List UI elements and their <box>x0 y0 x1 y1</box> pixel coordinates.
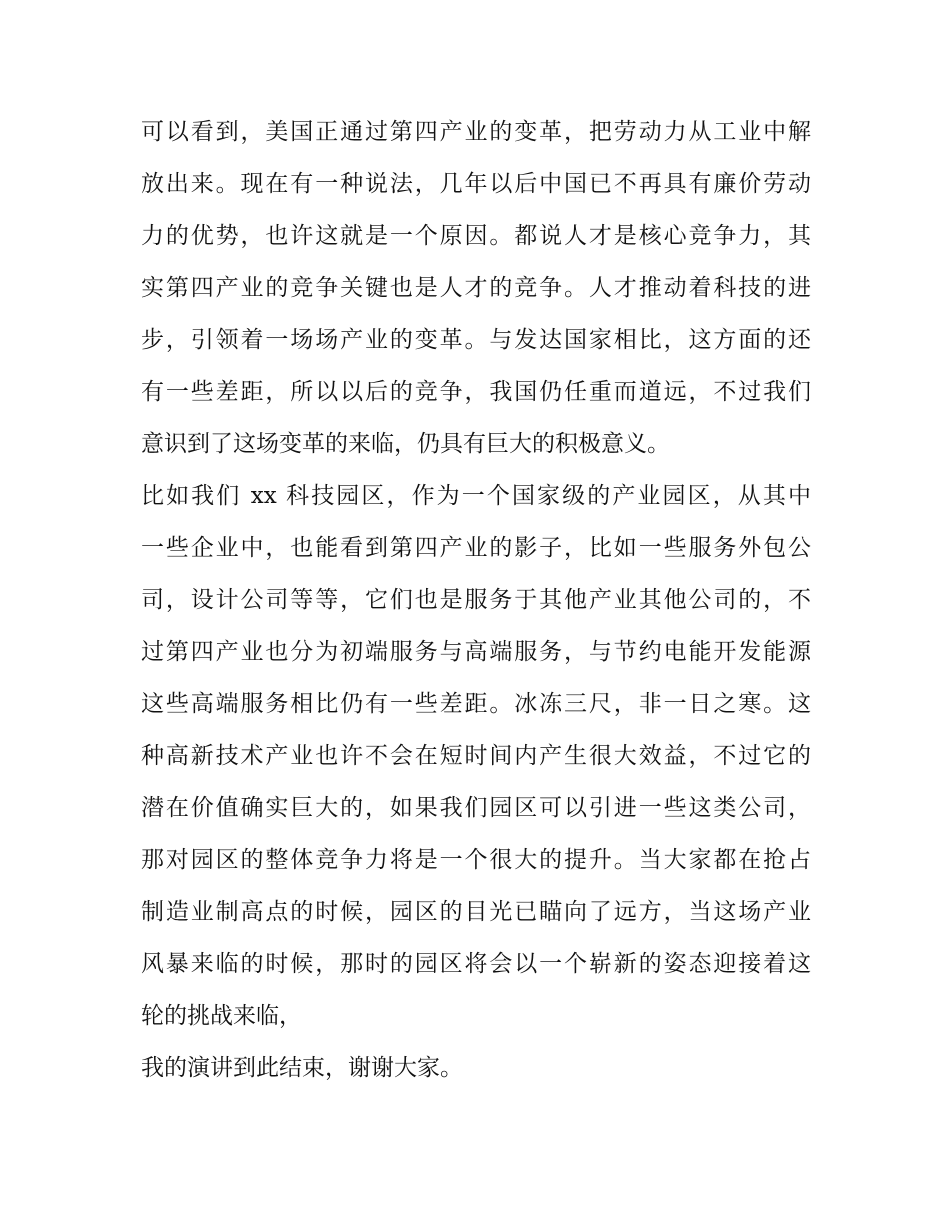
paragraph-3 <box>141 1042 811 1094</box>
text-line: 过第四产业也分为初端服务与高端服务，与节约电能开发能源 <box>141 639 811 665</box>
text-line: 轮的挑战来临， <box>141 1003 302 1029</box>
text-line: 我的演讲到此结束，谢谢大家。 <box>141 1055 463 1081</box>
text-line: 这些高端服务相比仍有一些差距。冰冻三尺，非一日之寒。这 <box>141 691 811 717</box>
text-line: 可以看到，美国正通过第四产业的变革，把劳动力从工业中解 <box>141 119 811 145</box>
paragraph-2 <box>141 470 811 1042</box>
text-line: 那对园区的整体竞争力将是一个很大的提升。当大家都在抢占 <box>141 847 811 873</box>
text-line: 制造业制高点的时候，园区的目光已瞄向了远方，当这场产业 <box>141 899 811 925</box>
text-line: 实第四产业的竞争关键也是人才的竞争。人才推动着科技的进 <box>141 275 811 301</box>
text-line: 种高新技术产业也许不会在短时间内产生很大效益，不过它的 <box>141 743 811 769</box>
paragraph-1 <box>141 106 811 470</box>
text-line: 司，设计公司等等，它们也是服务于其他产业其他公司的，不 <box>141 587 811 613</box>
text-line: 力的优势，也许这就是一个原因。都说人才是核心竞争力，其 <box>141 223 811 249</box>
text-line: 意识到了这场变革的来临，仍具有巨大的积极意义。 <box>141 431 670 457</box>
text-line: 有一些差距，所以以后的竞争，我国仍任重而道远，不过我们 <box>141 379 811 405</box>
text-line: 风暴来临的时候，那时的园区将会以一个崭新的姿态迎接着这 <box>141 951 811 977</box>
text-line: 一些企业中，也能看到第四产业的影子，比如一些服务外包公 <box>141 535 811 561</box>
text-line: 步，引领着一场场产业的变革。与发达国家相比，这方面的还 <box>141 327 811 353</box>
document-body <box>141 106 811 1094</box>
text-line: 比如我们 xx 科技园区，作为一个国家级的产业园区，从其中 <box>141 483 811 509</box>
text-line: 放出来。现在有一种说法，几年以后中国已不再具有廉价劳动 <box>141 171 811 197</box>
text-line: 潜在价值确实巨大的，如果我们园区可以引进一些这类公司， <box>141 795 811 821</box>
